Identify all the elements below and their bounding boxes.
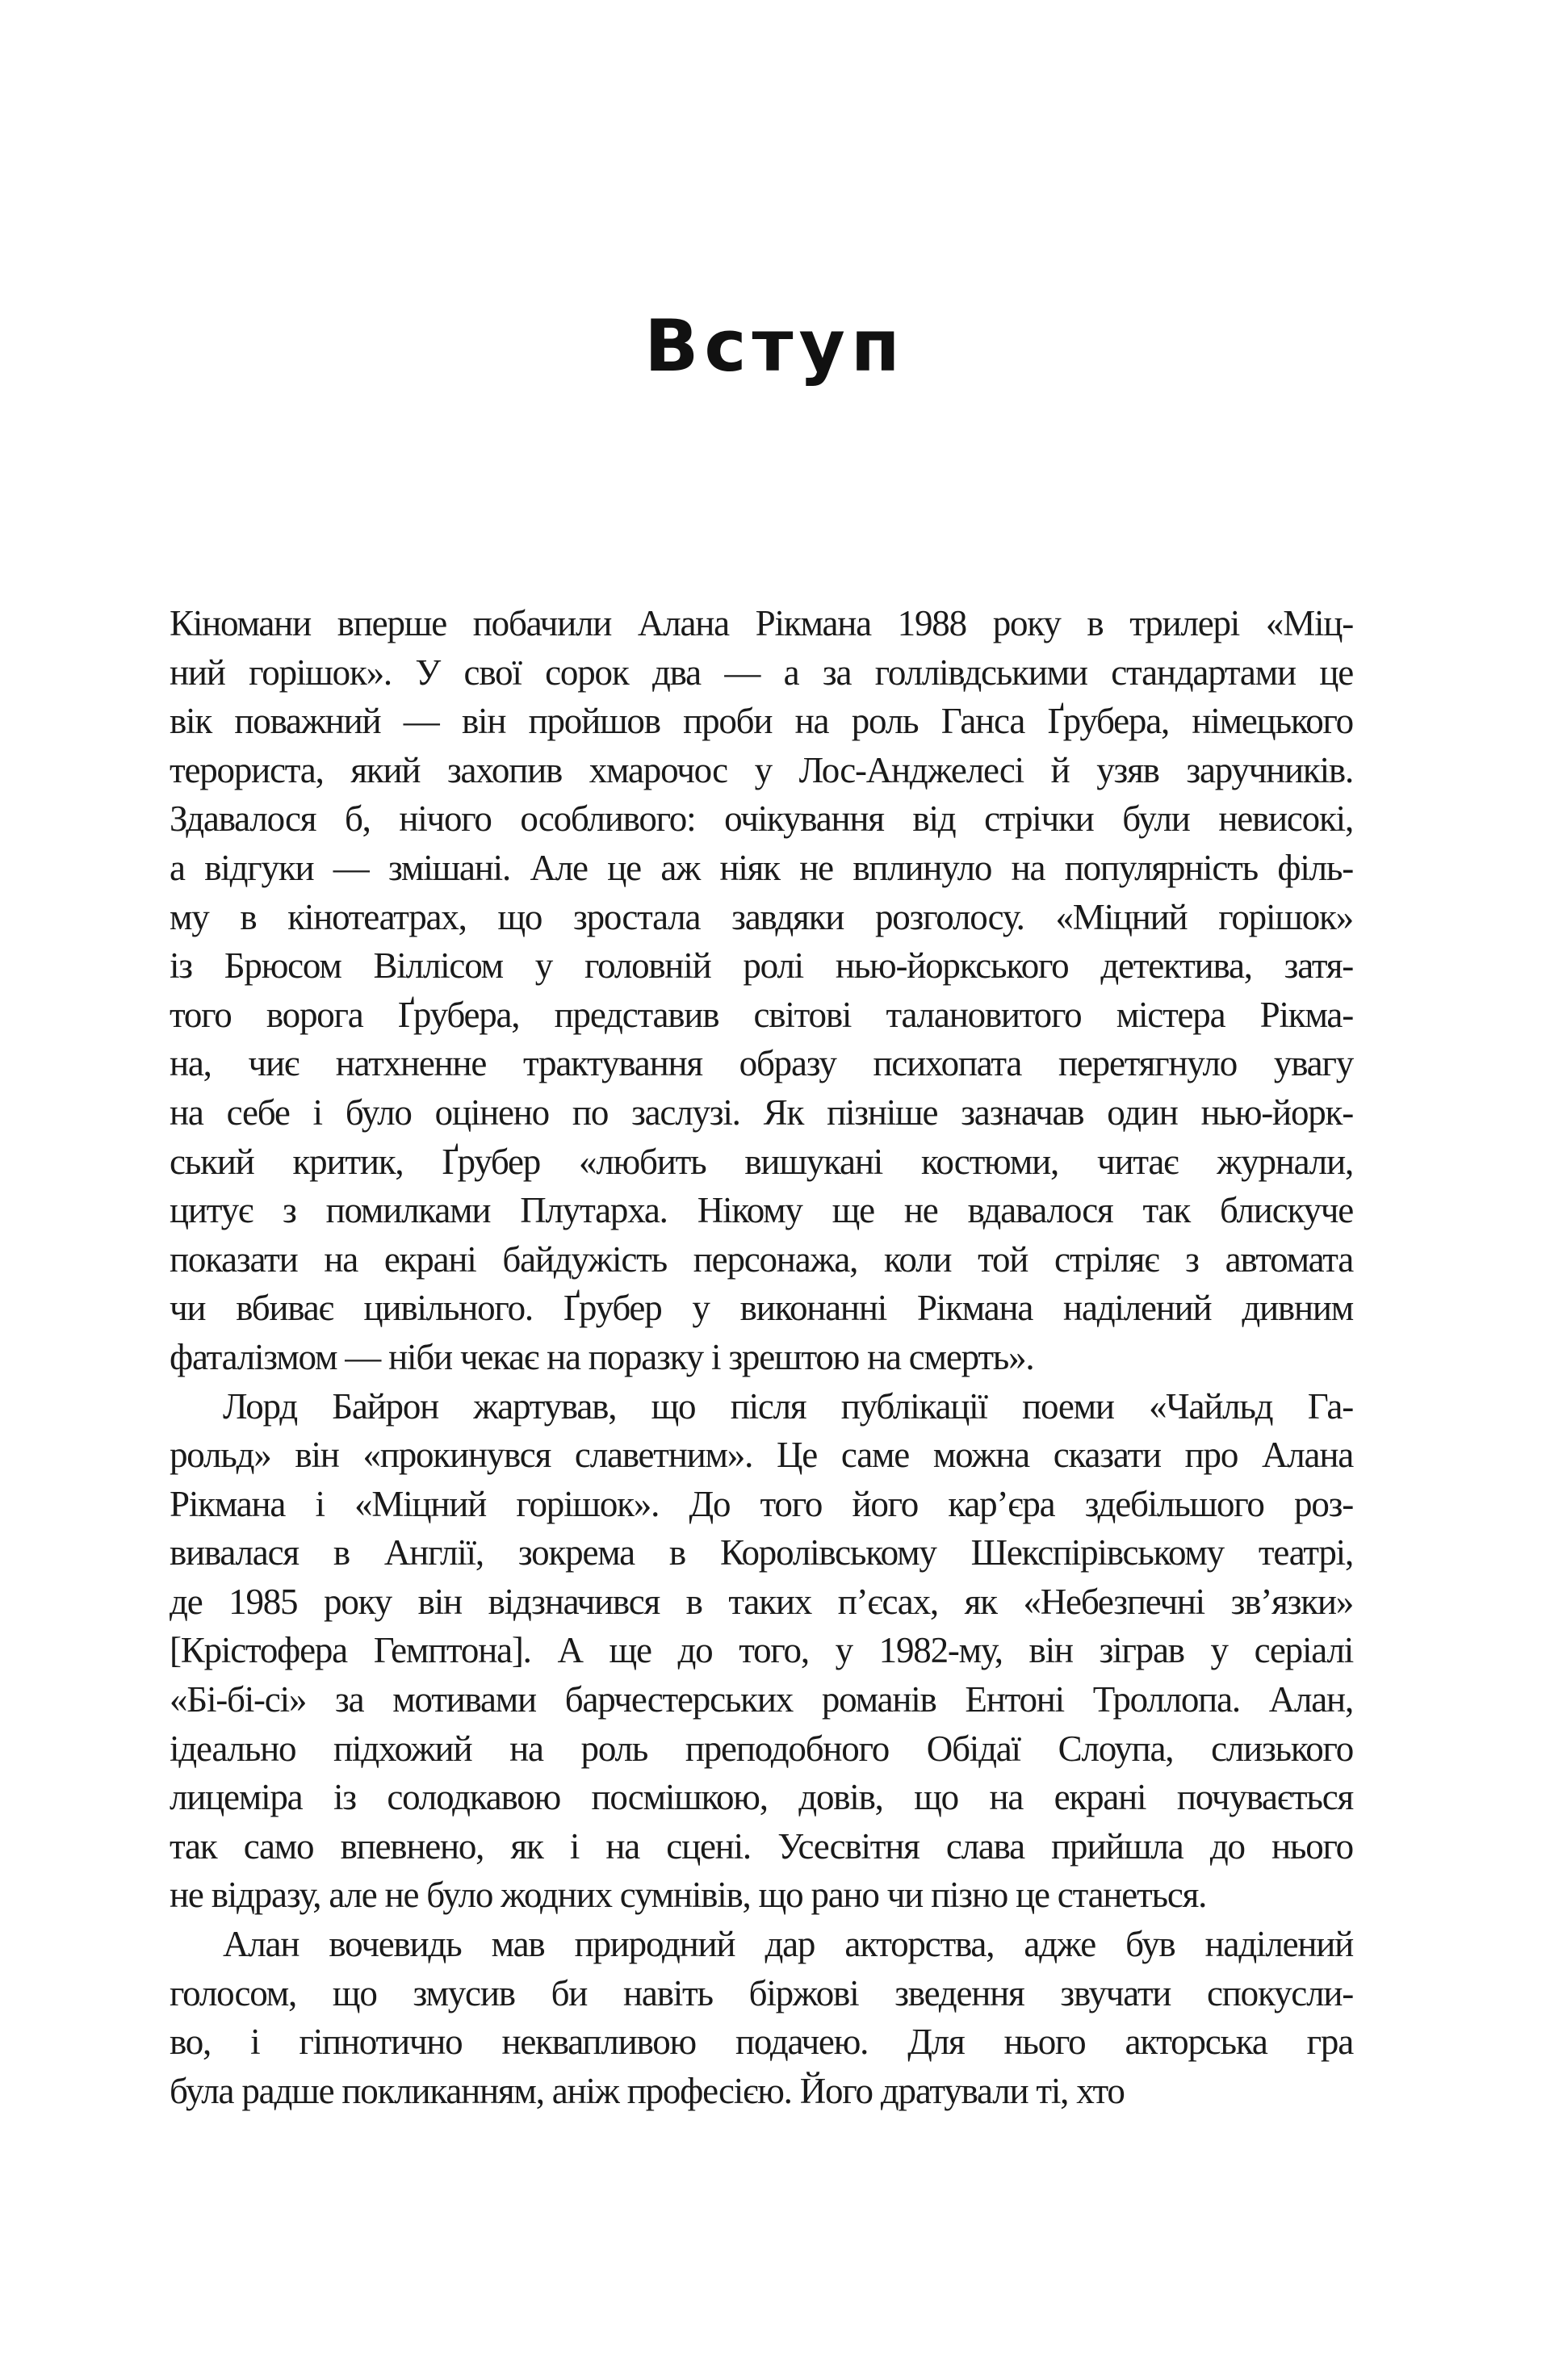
text-line [170,1724,1353,1774]
text-line-content: чи вбиває цивільного. Ґрубер у виконанні Рікмана наділений дивним [170,1288,1353,1329]
text-line-content: вік поважний — він пройшов проби на роль Ганса Ґрубера, німецького [170,701,1353,742]
text-line-content: того ворога Ґрубера, представив світові талановитого містера Рікма- [170,994,1353,1035]
text-line [170,1382,1353,1431]
text-line [170,599,1353,648]
text-line [170,1284,1353,1333]
text-line [170,941,1353,991]
text-line [170,1431,1353,1480]
text-line [170,1969,1353,2018]
text-line-content: на себе і було оцінено по заслузі. Як пізніше зазначав один нью-йорк- [170,1092,1353,1133]
text-line-content: із Брюсом Віллісом у головній ролі нью-йоркського детектива, затя- [170,945,1353,987]
text-line-content: фаталізмом — ніби чекає на поразку і зрештою на смерть». [170,1336,1034,1377]
text-line-content: Алан вочевидь мав природний дар акторства, адже був наділений [223,1924,1353,1965]
text-line [170,1626,1353,1675]
text-line [170,844,1353,893]
text-line [170,746,1353,795]
text-line [170,1871,1353,1920]
text-line-content: [Крістофера Гемптона]. А ще до того, у 1982-му, він зіграв у серіалі [170,1630,1353,1671]
text-line [170,1578,1353,1627]
text-line [170,1528,1353,1578]
text-line-content: ідеально підхожий на роль преподобного Обідаї Слоупа, слизького [170,1728,1353,1769]
text-line-content: ський критик, Ґрубер «любить вишукані костюми, читає журнали, [170,1141,1353,1182]
text-line [170,697,1353,746]
text-line [170,2067,1353,2116]
text-line-content: «Бі-бі-сі» за мотивами барчестерських романів Ентоні Троллопа. Алан, [170,1679,1353,1720]
text-line-content: му в кінотеатрах, що зростала завдяки розголосу. «Міцний горішок» [170,896,1353,937]
text-line-content: голосом, що змусив би навіть біржові зведення звучати спокусли- [170,1972,1353,2013]
text-line [170,648,1353,698]
text-line-content: терориста, який захопив хмарочос у Лос-Анджелесі й узяв заручників. [170,749,1353,790]
text-line-content: показати на екрані байдужість персонажа, коли той стріляє з автомата [170,1238,1353,1280]
text-line [170,1088,1353,1138]
text-line-content: Рікмана і «Міцний горішок». До того його кар’єра здебільшого роз- [170,1483,1353,1524]
paragraph [170,599,1353,1382]
text-line [170,1138,1353,1187]
text-line-content: Лорд Байрон жартував, що після публікації поеми «Чайльд Га- [223,1385,1353,1427]
text-line-content: вивалася в Англії, зокрема в Королівському Шекспірівському театрі, [170,1532,1353,1573]
text-line-content: де 1985 року він відзначився в таких п’єсах, як «Небезпечні зв’язки» [170,1581,1353,1622]
paragraph [170,1920,1353,2115]
text-line [170,1675,1353,1724]
text-line [170,1235,1353,1284]
text-line [170,893,1353,942]
text-line [170,1039,1353,1088]
text-line [170,1920,1353,1969]
text-line-content: ний горішок». У свої сорок два — а за голлівдськими стандартами це [170,652,1353,693]
text-line-content: на, чиє натхненне трактування образу психопата перетягнуло увагу [170,1043,1353,1084]
body-text [170,599,1353,2115]
paragraph [170,1382,1353,1921]
text-line [170,1480,1353,1529]
text-line [170,991,1353,1040]
text-line [170,1186,1353,1235]
text-line-content: лицеміра із солодкавою посмішкою, довів, що на екрані почувається [170,1777,1353,1818]
text-line-content: цитує з помилками Плутарха. Нікому ще не вдавалося так блискуче [170,1190,1353,1231]
text-line-content: а відгуки — змішані. Але це аж ніяк не вплинуло на популярність філь- [170,847,1353,888]
text-line-content: во, і гіпнотично неквапливою подачею. Для нього акторська гра [170,2022,1353,2063]
text-line-content: Здавалося б, нічого особливого: очікування від стрічки були невисокі, [170,798,1353,840]
text-line [170,1822,1353,1871]
text-line-content: була радше покликанням, аніж професією. Його дратували ті, хто [170,2070,1125,2111]
text-line-content: рольд» він «прокинувся славетним». Це саме можна сказати про Алана [170,1435,1353,1476]
text-line-content: Кіномани вперше побачили Алана Рікмана 1988 року в трилері «Міц- [170,603,1353,643]
text-line [170,794,1353,844]
text-line [170,2018,1353,2067]
text-line [170,1773,1353,1822]
chapter-title: Вступ [644,304,906,388]
text-line-content: так само впевнено, як і на сцені. Усесвітня слава прийшла до нього [170,1825,1353,1867]
text-line-content: не відразу, але не було жодних сумнівів, що рано чи пізно це станеться. [170,1875,1207,1916]
text-line [170,1333,1353,1382]
